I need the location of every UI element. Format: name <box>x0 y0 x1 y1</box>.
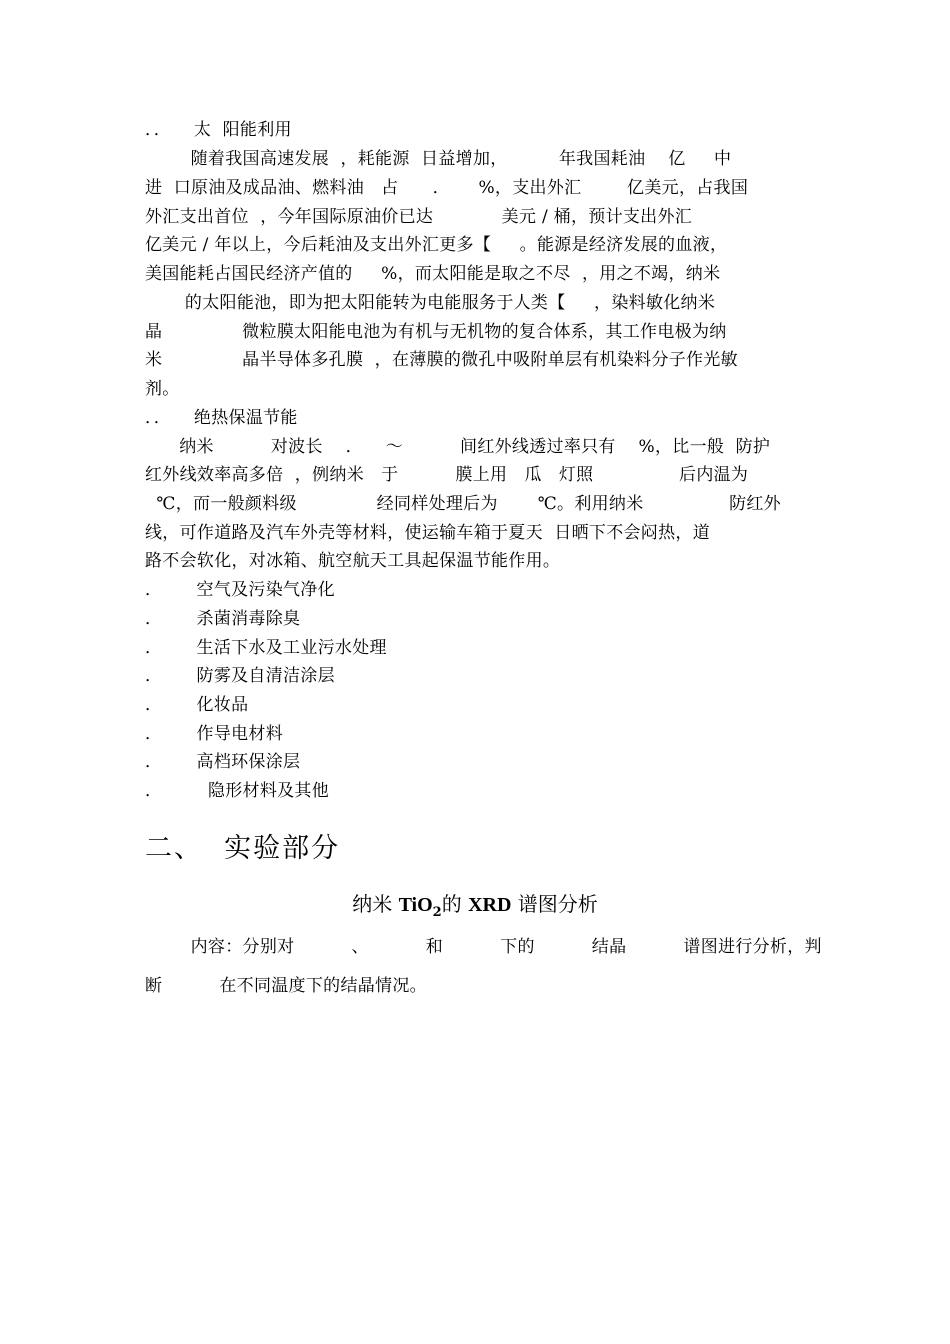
paragraph-line: 纳米 对波长 ． ～ 间红外线透过率只有 %，比一般 防护 <box>145 437 771 457</box>
list-item: ． 杀菌消毒除臭 <box>145 609 301 629</box>
list-item: ． 作导电材料 <box>145 724 284 744</box>
paragraph-line: 线，可作道路及汽车外壳等材料，使运输车箱于夏天 日晒下不会闷热，道 <box>145 523 711 543</box>
paragraph-line: 剂。 <box>145 379 180 399</box>
list-item: ． 高档环保涂层 <box>145 752 301 772</box>
list-item: ． 隐形材料及其他 <box>145 781 330 801</box>
section-heading-insulation: ．． 绝热保温节能 <box>145 408 298 428</box>
paragraph-line: 外汇支出首位 ，今年国际原油价已达 美元 / 桶，预计支出外汇 <box>145 207 693 227</box>
paragraph-line: ℃，而一般颜料级 经同样处理后为 ℃。利用纳米 防红外 <box>145 494 781 514</box>
subtitle-formula: TiO <box>398 894 433 916</box>
paragraph-line: 的太阳能池，即为把太阳能转为电能服务于人类【 ，染料敏化纳米 <box>145 293 716 313</box>
list-item: ． 化妆品 <box>145 695 249 715</box>
subtitle-subscript: 2 <box>432 905 442 920</box>
paragraph-line: 米 晶半导体多孔膜 ，在薄膜的微孔中吸附单层有机染料分子作光敏 <box>145 350 738 370</box>
paragraph-line: 红外线效率高多倍 ，例纳米 于 膜上用 瓜 灯照 后内温为 <box>145 465 749 485</box>
subtitle-mid: 的 <box>441 892 469 916</box>
subtitle-xrd: XRD <box>468 894 512 916</box>
paragraph-line: 进 口原油及成品油、燃料油 占 ． %，支出外汇 亿美元，占我国 <box>145 178 749 198</box>
subtitle-prefix: 纳米 <box>352 892 399 916</box>
paragraph-line: 晶 微粒膜太阳能电池为有机与无机物的复合体系，其工作电极为纳 <box>145 322 727 342</box>
list-item: ． 生活下水及工业污水处理 <box>145 638 387 658</box>
content-line: 内容：分别对 、 和 下的 结晶 谱图进行分析，判 <box>145 937 822 957</box>
list-item: ． 防雾及自清洁涂层 <box>145 666 335 686</box>
section-heading-experiment: 二、 实验部分 <box>145 833 341 864</box>
paragraph-line: 路不会软化，对冰箱、航空航天工具起保温节能作用。 <box>145 551 561 571</box>
content-line: 断 在不同温度下的结晶情况。 <box>145 976 427 996</box>
paragraph-line: 亿美元 / 年以上，今后耗油及支出外汇更多【 。能源是经济发展的血液， <box>145 235 728 255</box>
subtitle-suffix: 谱图分析 <box>511 892 598 916</box>
subtitle-xrd-analysis <box>0 889 950 920</box>
paragraph-line: 美国能耗占国民经济产值的 %，而太阳能是取之不尽 ，用之不竭，纳米 <box>145 264 721 284</box>
section-heading-solar: ．． 太 阳能利用 <box>145 120 292 140</box>
paragraph-line: 随着我国高速发展 ，耗能源 日益增加， 年我国耗油 亿 中 <box>145 149 732 169</box>
list-item: ． 空气及污染气净化 <box>145 580 335 600</box>
